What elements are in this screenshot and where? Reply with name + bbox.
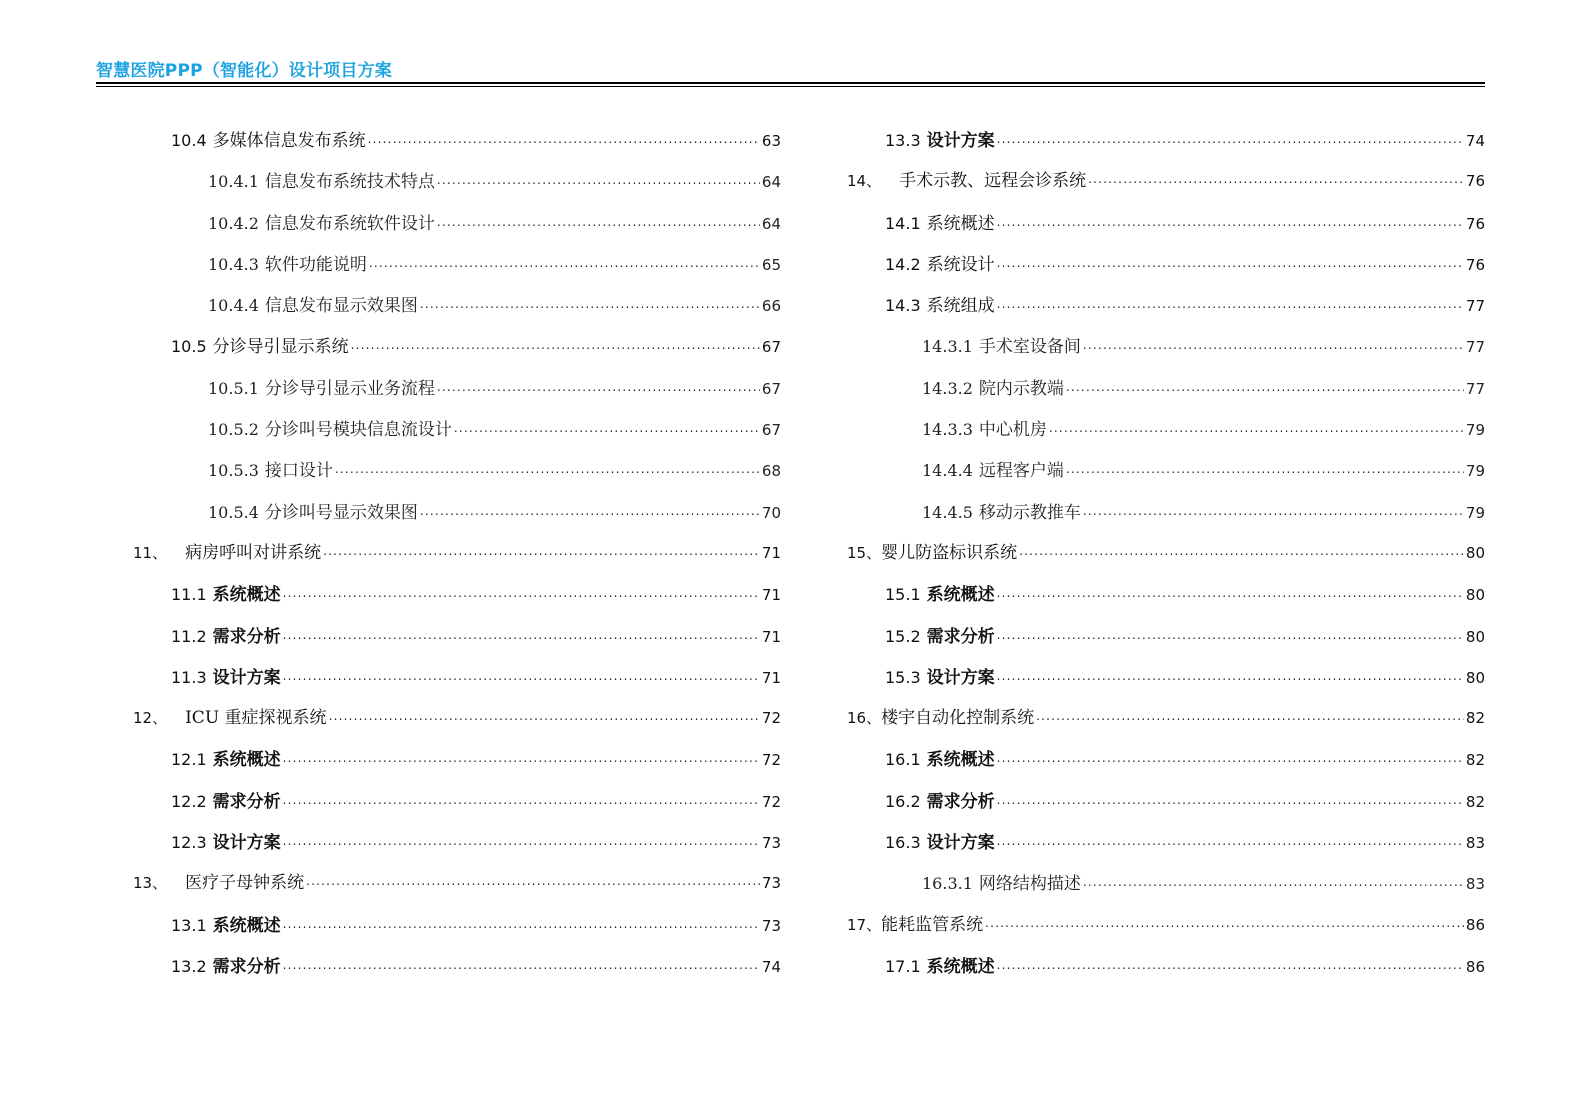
toc-entry-page: 64 [761, 173, 781, 192]
toc-entry[interactable] [847, 161, 1485, 202]
toc-dot-leader [1019, 531, 1464, 572]
toc-entry-number: 10.5.4 [208, 502, 259, 522]
toc-entry-number: 14、 [847, 172, 882, 191]
toc-entry-page: 76 [1465, 172, 1485, 191]
toc-dot-leader [283, 945, 760, 986]
toc-entry-page: 77 [1465, 297, 1485, 316]
toc-dot-leader [1066, 449, 1464, 490]
toc-entry[interactable] [847, 863, 1485, 904]
toc-entry[interactable] [847, 905, 1485, 946]
toc-dot-leader [329, 696, 760, 737]
toc-entry-title: 网络结构描述 [978, 874, 1081, 895]
toc-dot-leader [420, 284, 760, 325]
toc-entry-number: 10.5.3 [208, 461, 259, 481]
toc-dot-leader [997, 202, 1464, 243]
toc-dot-leader [283, 656, 760, 697]
toc-entry-number: 11.1 [171, 585, 207, 605]
toc-entry-number: 12.1 [171, 750, 207, 770]
toc-dot-leader [1083, 325, 1464, 366]
toc-entry-number: 14.4.4 [922, 461, 973, 481]
toc-dot-leader [420, 491, 760, 532]
toc-entry[interactable] [847, 492, 1485, 533]
toc-dot-leader [335, 449, 760, 490]
toc-entry[interactable] [133, 120, 781, 161]
toc-entry-title: 设计方案 [212, 833, 281, 854]
toc-entry-number: 16、 [847, 709, 882, 728]
toc-entry[interactable] [847, 120, 1485, 161]
toc-entry-number: 11.2 [171, 626, 207, 646]
toc-entry[interactable] [133, 161, 781, 202]
toc-entry-number: 15.3 [885, 667, 921, 687]
toc-entry-title: 系统概述 [926, 585, 995, 606]
toc-dot-leader [985, 903, 1464, 944]
toc-entry-number: 10.4.2 [208, 213, 259, 233]
toc-entry-page: 71 [761, 627, 781, 646]
toc-entry[interactable] [133, 203, 781, 244]
toc-entry[interactable] [133, 946, 781, 987]
toc-dot-leader [1036, 696, 1464, 737]
toc-entry[interactable] [847, 739, 1485, 780]
toc-entry-title: 系统概述 [212, 915, 281, 936]
toc-dot-leader [1083, 862, 1464, 903]
toc-entry[interactable] [847, 285, 1485, 326]
toc-entry-title: 能耗监管系统 [881, 914, 984, 935]
toc-entry-number: 10.4.1 [208, 172, 259, 192]
toc-entry-title: 系统概述 [926, 750, 995, 771]
toc-entry-page: 77 [1465, 338, 1485, 357]
toc-entry-page: 80 [1465, 668, 1485, 687]
toc-dot-leader [323, 531, 760, 572]
toc-dot-leader [437, 160, 760, 201]
toc-entry-title: 系统概述 [212, 585, 281, 606]
toc-column-left [133, 120, 781, 987]
toc-entry[interactable] [133, 368, 781, 409]
toc-entry-title: 系统组成 [926, 296, 995, 317]
toc-dot-leader [1083, 491, 1464, 532]
toc-entry-title: 系统概述 [926, 956, 995, 977]
toc-entry-number: 17、 [847, 915, 882, 934]
toc-entry-title: 分诊叫号模块信息流设计 [264, 420, 452, 441]
toc-dot-leader [351, 325, 760, 366]
toc-entry-title: 系统概述 [926, 213, 995, 234]
toc-entry[interactable] [847, 616, 1485, 657]
document-header-title: 智慧医院PPP（智能化）设计项目方案 [96, 61, 392, 81]
toc-entry[interactable] [847, 450, 1485, 491]
toc-entry-title: ICU 重症探视系统 [185, 708, 327, 729]
toc-entry[interactable] [133, 574, 781, 615]
toc-entry-number: 12、 [133, 709, 168, 728]
toc-entry-page: 82 [1465, 709, 1485, 728]
toc-dot-leader [997, 945, 1464, 986]
toc-entry-title: 信息发布系统技术特点 [264, 172, 435, 193]
toc-entry[interactable] [133, 326, 781, 367]
toc-entry-page: 83 [1465, 834, 1485, 853]
toc-entry-title: 病房呼叫对讲系统 [185, 542, 322, 563]
toc-entry-title: 系统概述 [212, 750, 281, 771]
toc-entry[interactable] [133, 863, 781, 904]
toc-entry-number: 14.3.3 [922, 420, 973, 440]
toc-dot-leader [283, 780, 760, 821]
toc-dot-leader [1088, 159, 1464, 200]
toc-dot-leader [997, 284, 1464, 325]
toc-entry[interactable] [133, 244, 781, 285]
toc-dot-leader [283, 615, 760, 656]
toc-entry[interactable] [133, 698, 781, 739]
toc-entry-title: 软件功能说明 [264, 254, 367, 275]
toc-entry-title: 手术示教、远程会诊系统 [899, 171, 1087, 192]
toc-entry-page: 66 [761, 297, 781, 316]
toc-entry-title: 设计方案 [926, 667, 995, 688]
toc-entry-number: 16.2 [885, 791, 921, 811]
toc-entry-title: 设计方案 [926, 833, 995, 854]
toc-entry[interactable] [133, 492, 781, 533]
toc-entry-title: 手术室设备间 [978, 337, 1081, 358]
toc-entry-number: 11、 [133, 543, 168, 562]
toc-entry[interactable] [133, 533, 781, 574]
toc-entry-page: 77 [1465, 379, 1485, 398]
toc-entry-number: 15.2 [885, 626, 921, 646]
toc-dot-leader [283, 573, 760, 614]
toc-entry[interactable] [133, 657, 781, 698]
toc-entry[interactable] [847, 781, 1485, 822]
toc-entry-number: 14.4.5 [922, 502, 973, 522]
toc-entry[interactable] [133, 739, 781, 780]
toc-entry-number: 13.3 [885, 131, 921, 150]
toc-entry-number: 14.1 [885, 213, 921, 233]
toc-entry-page: 80 [1465, 543, 1485, 562]
toc-column-right [847, 120, 1485, 987]
toc-entry-title: 设计方案 [926, 131, 995, 151]
toc-entry[interactable] [847, 574, 1485, 615]
toc-entry-page: 71 [761, 586, 781, 605]
toc-entry-number: 13、 [133, 874, 168, 893]
toc-entry[interactable] [847, 326, 1485, 367]
toc-entry-page: 82 [1465, 751, 1485, 770]
toc-entry-title: 设计方案 [212, 667, 281, 688]
toc-dot-leader [997, 119, 1464, 160]
toc-dot-leader [1049, 408, 1464, 449]
toc-entry-title: 需求分析 [926, 626, 995, 647]
toc-entry-page: 71 [761, 543, 781, 562]
toc-dot-leader [997, 780, 1464, 821]
toc-entry-title: 信息发布系统软件设计 [264, 213, 435, 234]
toc-entry-number: 15、 [847, 543, 882, 562]
toc-entry-number: 16.3.1 [922, 874, 973, 894]
toc-entry[interactable] [133, 409, 781, 450]
toc-entry-number: 11.3 [171, 667, 207, 687]
toc-entry-title: 分诊导引显示业务流程 [264, 378, 435, 399]
toc-entry-number: 17.1 [885, 956, 921, 976]
toc-dot-leader [1066, 367, 1464, 408]
toc-entry-page: 70 [761, 503, 781, 522]
toc-entry[interactable] [133, 905, 781, 946]
toc-entry-page: 74 [1465, 132, 1485, 150]
toc-entry-title: 院内示教端 [978, 378, 1064, 399]
toc-entry-number: 10.4.4 [208, 296, 259, 316]
toc-entry-page: 67 [761, 338, 781, 357]
toc-entry-title: 多媒体信息发布系统 [212, 131, 366, 151]
toc-entry-page: 74 [761, 957, 781, 976]
toc-entry-number: 14.3.2 [922, 378, 973, 398]
toc-entry[interactable] [847, 946, 1485, 987]
toc-entry[interactable] [133, 285, 781, 326]
toc-dot-leader [997, 573, 1464, 614]
toc-entry[interactable] [847, 368, 1485, 409]
toc-entry-page: 65 [761, 255, 781, 274]
toc-dot-leader [437, 367, 760, 408]
toc-entry-number: 14.2 [885, 254, 921, 274]
toc-entry[interactable] [133, 450, 781, 491]
toc-entry[interactable] [847, 657, 1485, 698]
toc-entry-number: 14.3.1 [922, 337, 973, 357]
toc-entry-page: 72 [761, 792, 781, 811]
toc-entry-page: 73 [761, 916, 781, 935]
toc-entry-title: 接口设计 [264, 461, 333, 482]
toc-entry-page: 80 [1465, 586, 1485, 605]
toc-entry-number: 12.2 [171, 791, 207, 811]
toc-dot-leader [283, 738, 760, 779]
toc-entry-number: 10.5.1 [208, 378, 259, 398]
toc-dot-leader [997, 656, 1464, 697]
header-rule-thick [96, 82, 1485, 84]
toc-dot-leader [283, 821, 760, 862]
toc-entry-page: 67 [761, 379, 781, 398]
toc-entry-page: 80 [1465, 627, 1485, 646]
toc-entry-number: 16.1 [885, 750, 921, 770]
toc-entry-page: 82 [1465, 792, 1485, 811]
toc-entry-page: 76 [1465, 255, 1485, 274]
toc-entry-number: 10.4.3 [208, 254, 259, 274]
toc-entry-title: 需求分析 [212, 791, 281, 812]
header-rule-thin [96, 86, 1485, 87]
toc-entry[interactable] [847, 203, 1485, 244]
toc-entry-page: 71 [761, 668, 781, 687]
toc-entry-title: 系统设计 [926, 254, 995, 275]
toc-dot-leader [306, 861, 760, 902]
toc-entry-page: 73 [761, 834, 781, 853]
toc-dot-leader [368, 119, 760, 160]
toc-entry-page: 72 [761, 709, 781, 728]
toc-entry-page: 73 [761, 874, 781, 893]
toc-dot-leader [997, 243, 1464, 284]
toc-entry-page: 86 [1465, 915, 1485, 934]
toc-entry-title: 分诊叫号显示效果图 [264, 502, 418, 523]
toc-entry-page: 76 [1465, 214, 1485, 233]
toc-entry-page: 83 [1465, 875, 1485, 894]
toc-entry-number: 10.5 [171, 337, 207, 357]
toc-entry-number: 16.3 [885, 833, 921, 853]
toc-entry[interactable] [133, 822, 781, 863]
toc-entry[interactable] [133, 616, 781, 657]
toc-dot-leader [997, 738, 1464, 779]
toc-entry-title: 分诊导引显示系统 [212, 337, 349, 358]
toc-entry-title: 婴儿防盗标识系统 [881, 542, 1018, 563]
toc-entry[interactable] [847, 409, 1485, 450]
toc-entry-page: 63 [761, 132, 781, 150]
toc-entry-number: 10.5.2 [208, 420, 259, 440]
toc-entry-number: 12.3 [171, 833, 207, 853]
toc-entry[interactable] [847, 698, 1485, 739]
toc-entry-number: 13.1 [171, 915, 207, 935]
toc-dot-leader [283, 904, 760, 945]
toc-entry-title: 楼宇自动化控制系统 [881, 708, 1035, 729]
toc-dot-leader [997, 821, 1464, 862]
toc-entry[interactable] [847, 822, 1485, 863]
toc-entry-page: 79 [1465, 421, 1485, 440]
toc-dot-leader [454, 408, 760, 449]
toc-entry-page: 67 [761, 421, 781, 440]
toc-entry-title: 需求分析 [212, 956, 281, 977]
toc-entry-title: 中心机房 [978, 420, 1047, 441]
toc-entry[interactable] [847, 533, 1485, 574]
toc-entry-title: 医疗子母钟系统 [185, 873, 305, 894]
toc-entry-page: 68 [761, 462, 781, 481]
toc-entry-number: 14.3 [885, 296, 921, 316]
toc-entry-page: 79 [1465, 462, 1485, 481]
toc-dot-leader [437, 202, 760, 243]
toc-entry-title: 信息发布显示效果图 [264, 296, 418, 317]
toc-entry-number: 15.1 [885, 585, 921, 605]
toc-entry-title: 需求分析 [212, 626, 281, 647]
toc-entry-page: 79 [1465, 503, 1485, 522]
toc-entry[interactable] [847, 244, 1485, 285]
toc-entry-page: 72 [761, 751, 781, 770]
toc-entry-title: 远程客户端 [978, 461, 1064, 482]
toc-entry-title: 移动示教推车 [978, 502, 1081, 523]
toc-entry-page: 86 [1465, 957, 1485, 976]
toc-entry-number: 10.4 [171, 131, 207, 150]
toc-entry-title: 需求分析 [926, 791, 995, 812]
toc-dot-leader [369, 243, 760, 284]
toc-dot-leader [997, 615, 1464, 656]
toc-entry[interactable] [133, 781, 781, 822]
toc-entry-number: 13.2 [171, 956, 207, 976]
toc-entry-page: 64 [761, 214, 781, 233]
